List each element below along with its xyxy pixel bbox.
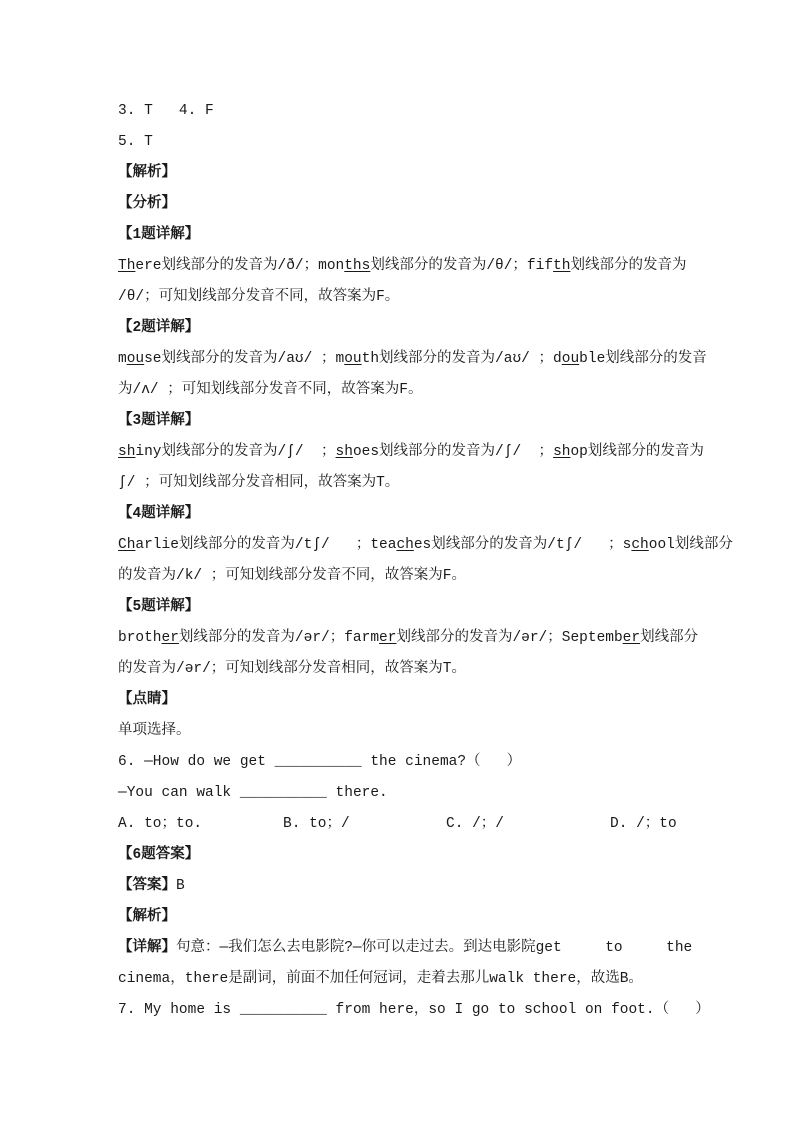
text-run: 5. T	[118, 134, 153, 150]
key-point-header	[118, 685, 698, 716]
text-run: es划线部分的发音为/tʃ/ ；s	[413, 537, 632, 553]
explanation-5-line-1	[118, 623, 698, 654]
question-6-detail-line-1	[118, 933, 698, 964]
underlined-text: sh	[553, 444, 571, 460]
explanation-4-header	[118, 499, 698, 530]
text-run: 【1题详解】	[118, 227, 200, 243]
text-run: 【分析】	[118, 196, 176, 212]
text-run: 【6题答案】	[118, 847, 200, 863]
text-run: 单项选择。	[118, 723, 191, 739]
text-run: op划线部分的发音为	[570, 444, 704, 460]
text-run: 【答案】	[118, 878, 176, 894]
text-run: 为/ʌ/ ；可知划线部分发音不同，故答案为F。	[118, 382, 423, 398]
underlined-text: ou	[126, 351, 145, 367]
text-run: /θ/；可知划线部分发音不同，故答案为F。	[118, 289, 400, 305]
underlined-text: ch	[631, 537, 649, 553]
explanation-2-header	[118, 313, 698, 344]
overview-header	[118, 189, 698, 220]
explanation-3-line-2	[118, 468, 698, 499]
answer-line-1	[118, 96, 698, 127]
text-run: 【4题详解】	[118, 506, 200, 522]
text-run: 划线部分的发音为	[570, 258, 687, 274]
text-run: cinema，there是副词，前面不加任何冠词，走着去那儿walk there，故选B。	[118, 971, 643, 987]
text-run: th划线部分的发音为/aʊ/ ；d	[361, 351, 562, 367]
text-run: 【3题详解】	[118, 413, 200, 429]
analysis-header	[118, 158, 698, 189]
text-run: ere划线部分的发音为/ð/；mon	[135, 258, 345, 274]
text-run: 划线部分	[640, 630, 699, 646]
text-run: se划线部分的发音为/aʊ/ ；m	[144, 351, 345, 367]
document-body	[118, 96, 733, 1026]
explanation-4-line-2	[118, 561, 698, 592]
question-6-options	[118, 809, 698, 840]
text-run: arlie划线部分的发音为/tʃ/ ；tea	[135, 537, 397, 553]
underlined-text: ch	[396, 537, 414, 553]
question-6-line-2	[118, 778, 698, 809]
explanation-4-line-1	[118, 530, 733, 561]
option-b: B. to；/	[283, 816, 350, 832]
text-run: oes划线部分的发音为/ʃ/ ；	[352, 444, 554, 460]
text-run: 【5题详解】	[118, 599, 200, 615]
explanation-3-header	[118, 406, 698, 437]
option-c: C. /；/	[446, 816, 505, 832]
explanation-1-header	[118, 220, 698, 251]
section-title	[118, 716, 698, 747]
question-6-answer	[118, 871, 698, 902]
text-run: 6. —How do we get __________ the cinema?（ ）	[118, 754, 522, 770]
text-run: —You can walk __________ there.	[118, 785, 388, 801]
text-run: 【点睛】	[118, 692, 176, 708]
underlined-text: th	[553, 258, 571, 274]
text-run: 划线部分的发音为/θ/；fif	[370, 258, 554, 274]
text-run: 【2题详解】	[118, 320, 200, 336]
question-6-detail-line-2	[118, 964, 698, 995]
explanation-3-line-1	[118, 437, 704, 468]
underlined-text: er	[161, 630, 179, 646]
explanation-2-line-2	[118, 375, 698, 406]
text-run: m	[118, 351, 127, 367]
underlined-text: Th	[118, 258, 136, 274]
text-run: 7. My home is __________ from here，so I go to school on foot.（ ）	[118, 1002, 710, 1018]
text-run: B	[176, 878, 185, 894]
underlined-text: sh	[118, 444, 136, 460]
explanation-2-line-1	[118, 344, 707, 375]
question-7-line-1	[118, 995, 710, 1026]
text-run: ble划线部分的发音	[579, 351, 707, 367]
text-run: 的发音为/ər/；可知划线部分发音相同，故答案为T。	[118, 661, 467, 677]
text-run: 划线部分的发音为/ər/；farm	[178, 630, 380, 646]
underlined-text: sh	[335, 444, 353, 460]
text-run: ool划线部分	[648, 537, 733, 553]
underlined-text: er	[379, 630, 397, 646]
text-run: 句意：—我们怎么去电影院?—你可以走过去。到达电影院get to the	[176, 940, 693, 956]
text-run: broth	[118, 630, 162, 646]
underlined-text: er	[622, 630, 641, 646]
explanation-5-line-2	[118, 654, 698, 685]
option-d: D. /；to	[610, 816, 677, 832]
underlined-text: ou	[561, 351, 580, 367]
explanation-1-line-1	[118, 251, 698, 282]
question-6-answer-header	[118, 840, 698, 871]
text-run: 划线部分的发音为/ər/；Septemb	[396, 630, 623, 646]
text-run: 的发音为/k/ ；可知划线部分发音不同，故答案为F。	[118, 568, 467, 584]
answer-line-2	[118, 127, 698, 158]
text-run: 【解析】	[118, 165, 176, 181]
text-run: 【详解】	[118, 940, 176, 956]
underlined-text: ou	[344, 351, 362, 367]
underlined-text: Ch	[118, 537, 136, 553]
underlined-text: ths	[344, 258, 371, 274]
text-run: 3. T 4. F	[118, 103, 214, 119]
explanation-1-line-2	[118, 282, 698, 313]
text-run: iny划线部分的发音为/ʃ/ ；	[135, 444, 336, 460]
option-a: A. to；to.	[118, 816, 203, 832]
question-6-line-1	[118, 747, 698, 778]
question-6-analysis-header	[118, 902, 698, 933]
text-run: 【解析】	[118, 909, 176, 925]
explanation-5-header	[118, 592, 698, 623]
text-run: ʃ/ ；可知划线部分发音相同，故答案为T。	[118, 475, 400, 491]
